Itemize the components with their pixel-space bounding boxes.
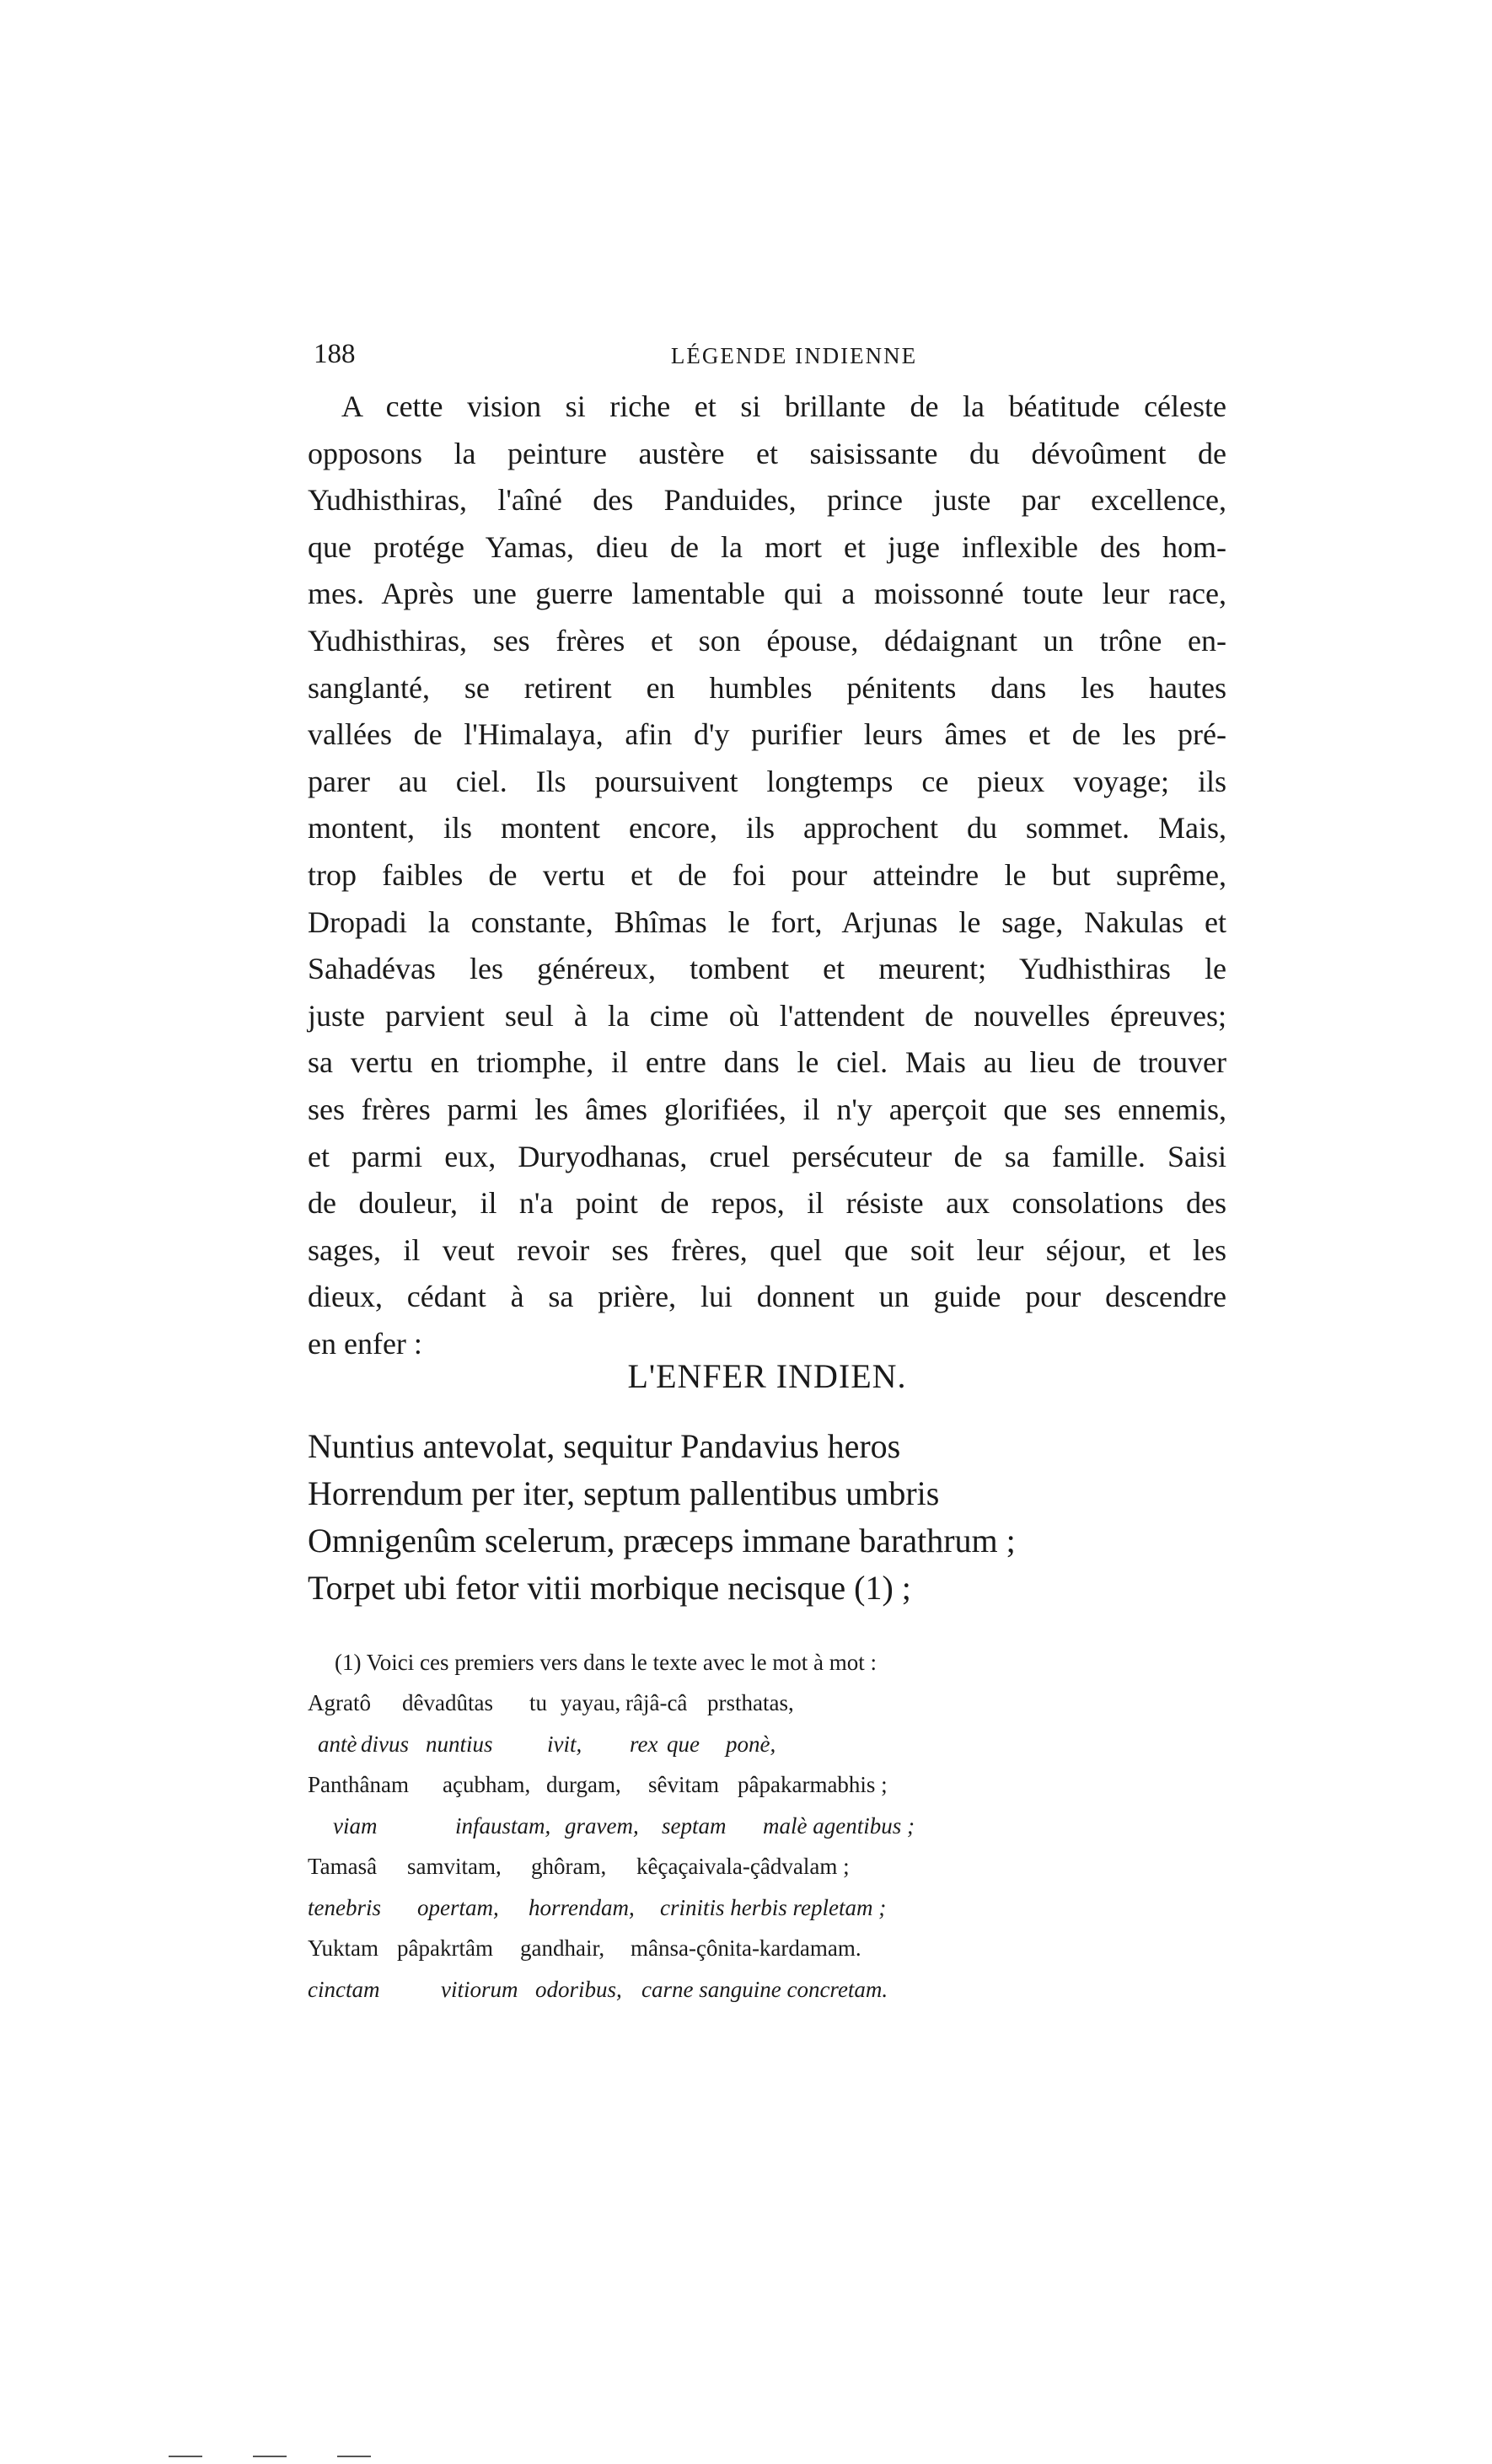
scan-mark: [169, 2456, 202, 2457]
footnote-latin-line: [308, 1724, 1235, 1765]
text-line: mes. Après une guerre lamentable qui a moissonné toute leur race,: [308, 577, 1226, 611]
footnote-word: divus: [361, 1731, 409, 1757]
page-header: [314, 337, 1232, 371]
text-line: Sahadévas les généreux, tombent et meurent; Yudhisthiras le: [308, 952, 1226, 986]
footnote-word: infaustam,: [455, 1812, 551, 1839]
footnote-word: gandhair,: [520, 1935, 605, 1961]
footnote-word: ghôram,: [531, 1854, 607, 1879]
footnote-word: opertam,: [417, 1894, 499, 1920]
footnote-latin-line: [308, 1806, 1235, 1847]
running-title: LÉGENDE INDIENNE: [670, 343, 918, 368]
footnote-word: nuntius: [426, 1731, 493, 1757]
footnote-word: septam: [662, 1812, 727, 1839]
text-line: Dropadi la constante, Bhîmas le fort, Arjunas le sage, Nakulas et: [308, 905, 1226, 939]
footnote-word: tu: [529, 1690, 548, 1715]
footnote-word: cinctam: [308, 1976, 380, 2002]
text-line: ses frères parmi les âmes glorifiées, il n'y aperçoit que ses ennemis,: [308, 1092, 1226, 1126]
text-line: sanglanté, se retirent en humbles pénitents dans les hautes: [308, 670, 1226, 705]
footnote-word: pâpakarmabhis ;: [738, 1772, 888, 1797]
footnote-word: antè: [318, 1731, 357, 1757]
footnote-word: sêvitam: [648, 1772, 719, 1797]
footnote-word: ivit,: [547, 1731, 582, 1757]
text-line: juste parvient seul à la cime où l'attendent de nouvelles épreuves;: [308, 998, 1226, 1033]
text-line: et parmi eux, Duryodhanas, cruel persécuteur de sa famille. Saisi: [308, 1139, 1226, 1173]
footnote-word: que: [667, 1731, 700, 1757]
footnote-word: durgam,: [546, 1772, 621, 1797]
footnote-sanskrit-line: [308, 1764, 1235, 1806]
footnote-latin-line: [308, 1887, 1235, 1929]
footnote-word: Panthânam: [308, 1772, 409, 1797]
scan-mark: [337, 2456, 371, 2457]
text-line: sa vertu en triomphe, il entre dans le ciel. Mais au lieu de trouver: [308, 1045, 1226, 1080]
text-line: trop faibles de vertu et de foi pour atteindre le but suprême,: [308, 857, 1226, 892]
footnote-word: dêvadûtas: [402, 1690, 493, 1715]
footnote-word: Yuktam: [308, 1935, 378, 1961]
footnote-word: mânsa-çônita-kardamam.: [631, 1935, 861, 1961]
text-line: dieux, cédant à sa prière, lui donnent un guide pour descendre: [308, 1280, 1226, 1314]
text-line: A cette vision si riche et si brillante de la béatitude céleste: [341, 389, 1226, 423]
scan-mark: [253, 2456, 287, 2457]
footnote-word: samvitam,: [407, 1854, 502, 1879]
footnote-word: carne sanguine concretam.: [641, 1976, 888, 2002]
latin-poem: [308, 1423, 1235, 1612]
footnote-word: prsthatas,: [707, 1690, 794, 1715]
section-title: L'ENFER INDIEN.: [627, 1357, 907, 1395]
footnote-sanskrit-line: [308, 1928, 1235, 1969]
footnote-word: odoribus,: [535, 1976, 622, 2002]
text-line: sages, il veut revoir ses frères, quel que soit leur séjour, et les: [308, 1232, 1226, 1267]
text-line: opposons la peinture austère et saisissante du dévoûment de: [308, 436, 1226, 470]
text-line: Yudhisthiras, l'aîné des Panduides, prince juste par excellence,: [308, 483, 1226, 518]
footnote-word: tenebris: [308, 1894, 381, 1920]
text-line: Yudhisthiras, ses frères et son épouse, dédaignant un trône en-: [308, 623, 1226, 658]
footnote-latin-line: [308, 1969, 1235, 2010]
footnote-word: vitiorum: [441, 1976, 518, 2002]
text-line: en enfer :: [308, 1326, 422, 1361]
footnote-sanskrit-line: [308, 1683, 1235, 1724]
footnote-word: râjâ-câ: [625, 1690, 688, 1715]
text-line: montent, ils montent encore, ils approchent du sommet. Mais,: [308, 811, 1226, 845]
poem-line: Torpet ubi fetor vitii morbique necisque (1) ;: [308, 1569, 911, 1607]
footnote-word: kêçaçaivala-çâdvalam ;: [636, 1854, 850, 1879]
footnote-word: rex: [630, 1731, 658, 1757]
footnote-word: pâpakrtâm: [397, 1935, 493, 1961]
text-line: vallées de l'Himalaya, afin d'y purifier leurs âmes et de les pré-: [308, 717, 1226, 752]
poem-line: Horrendum per iter, septum pallentibus umbris: [308, 1474, 940, 1512]
footnote-word: yayau,: [561, 1690, 621, 1715]
poem-line: Nuntius antevolat, sequitur Pandavius heros: [308, 1427, 901, 1465]
footnote: [308, 1642, 1235, 2010]
page-number: 188: [314, 339, 356, 369]
footnote-word: açubham,: [443, 1772, 531, 1797]
text-line: parer au ciel. Ils poursuivent longtemps ce pieux voyage; ils: [308, 764, 1226, 798]
footnote-word: horrendam,: [529, 1894, 635, 1920]
text-line: que protége Yamas, dieu de la mort et juge inflexible des hom-: [308, 529, 1226, 564]
body-paragraph: [308, 384, 1226, 1367]
footnote-word: ponè,: [726, 1731, 776, 1757]
footnote-word: Tamasâ: [308, 1854, 378, 1879]
poem-line: Omnigenûm scelerum, præceps immane barathrum ;: [308, 1522, 1016, 1559]
footnote-word: crinitis herbis repletam ;: [660, 1894, 887, 1920]
text-line: de douleur, il n'a point de repos, il résiste aux consolations des: [308, 1186, 1226, 1221]
footnote-word: viam: [333, 1812, 378, 1839]
footnote-word: malè agentibus ;: [763, 1812, 915, 1839]
footnote-intro: (1) Voici ces premiers vers dans le texte avec le mot à mot :: [335, 1650, 877, 1675]
footnote-sanskrit-line: [308, 1846, 1235, 1887]
footnote-word: gravem,: [565, 1812, 639, 1839]
footnote-word: Agratô: [308, 1690, 371, 1715]
